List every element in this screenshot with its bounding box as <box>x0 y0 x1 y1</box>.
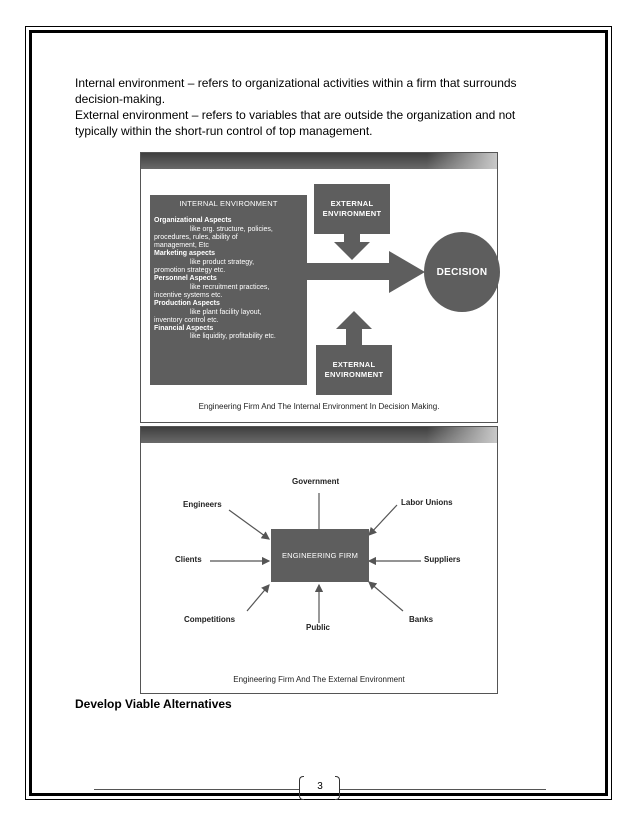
figure-internal-environment <box>140 152 498 423</box>
node-competitions: Competitions <box>184 615 236 624</box>
internal-aspect-heading: Production Aspects <box>154 300 220 308</box>
node-labor-unions: Labor Unions <box>401 498 453 507</box>
footer-rule-right <box>340 789 546 790</box>
internal-aspect-detail: management, Etc <box>154 242 209 250</box>
page-number: 3 <box>317 781 323 792</box>
node-suppliers: Suppliers <box>424 555 461 564</box>
external-env-definition: External environment – refers to variables that are outside the organization and not typically within the short-run control of top management. <box>75 108 516 138</box>
intro-paragraphs <box>75 75 560 139</box>
node-public: Public <box>306 623 331 632</box>
internal-aspect-heading: Organizational Aspects <box>154 217 232 225</box>
internal-env-definition: Internal environment – refers to organizational activities within a firm that surrounds decision-making. <box>75 76 517 106</box>
external-environment-bottom-box <box>316 345 392 395</box>
figure2-caption: Engineering Firm And The External Environment <box>233 675 405 684</box>
arrow-banks <box>369 582 403 611</box>
figure1-caption: Engineering Firm And The Internal Environment In Decision Making. <box>198 402 440 411</box>
node-clients: Clients <box>175 555 202 564</box>
internal-aspect-detail: like plant facility layout, <box>190 308 262 316</box>
internal-aspect-detail: inventory control etc. <box>154 316 219 324</box>
page-number-bracket-right <box>335 776 340 800</box>
internal-environment-box <box>150 195 307 385</box>
node-engineers: Engineers <box>183 500 222 509</box>
up-arrow-head <box>336 311 372 329</box>
internal-aspect-detail: like org. structure, policies, <box>190 225 273 233</box>
arrow-competitions <box>247 585 269 611</box>
section-heading: Develop Viable Alternatives <box>75 697 232 711</box>
internal-aspect-heading: Marketing aspects <box>154 250 216 258</box>
main-arrow-head <box>389 251 425 293</box>
down-arrow-head <box>334 242 370 260</box>
engineering-firm-label: ENGINEERING FIRM <box>281 551 359 560</box>
internal-environment-items <box>154 217 303 341</box>
internal-aspect-detail: procedures, rules, ability of <box>154 233 238 241</box>
internal-aspect-detail: promotion strategy etc. <box>154 267 226 275</box>
internal-aspect-detail: like liquidity, profitability etc. <box>190 333 276 341</box>
internal-aspect-heading: Financial Aspects <box>154 325 214 333</box>
up-arrow-shaft <box>346 329 362 345</box>
node-banks: Banks <box>409 615 434 624</box>
internal-aspect-detail: like recruitment practices, <box>190 283 270 291</box>
arrow-labor-unions <box>369 505 397 535</box>
decision-label: DECISION <box>436 266 488 278</box>
page-number-bracket-left <box>299 776 304 800</box>
down-arrow-shaft <box>344 234 360 242</box>
figure-header-bar <box>141 153 497 169</box>
node-government: Government <box>292 477 340 486</box>
internal-aspect-heading: Personnel Aspects <box>154 275 217 283</box>
internal-aspect-detail: like product strategy, <box>190 258 255 266</box>
external-environment-top-label: EXTERNAL ENVIRONMENT <box>322 199 382 218</box>
arrow-engineers <box>229 510 269 539</box>
decision-circle <box>424 232 500 312</box>
engineering-firm-box <box>271 529 369 582</box>
figure-external-environment <box>140 426 498 694</box>
main-arrow-shaft <box>307 263 391 280</box>
internal-environment-title: INTERNAL ENVIRONMENT <box>179 199 278 208</box>
footer-rule-left <box>94 789 299 790</box>
external-environment-bottom-label: EXTERNAL ENVIRONMENT <box>324 360 384 379</box>
external-environment-top-box <box>314 184 390 234</box>
internal-aspect-detail: incentive systems etc. <box>154 291 223 299</box>
